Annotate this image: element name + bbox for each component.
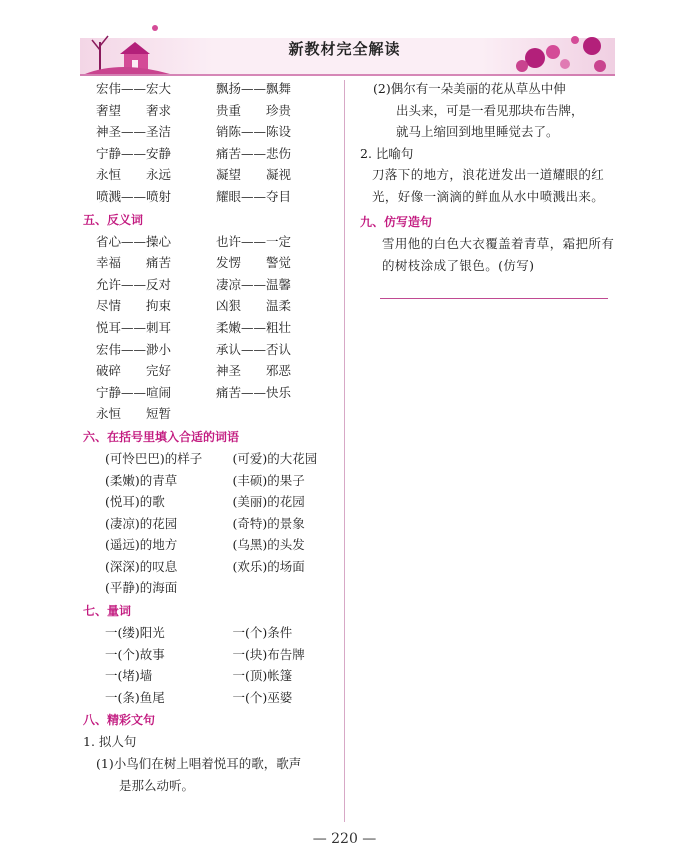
antonym-row [83,360,338,382]
section-imitate-heading: 九、仿写造句 [360,215,433,230]
antonym-row [83,317,338,339]
book-title: 新教材完全解读 [288,40,401,58]
word-pair: 永恒 短暂 [96,406,172,422]
antonym-row [83,382,338,404]
word-pair: 省心——操心 [96,233,172,249]
synonym-list [83,78,338,208]
measure-word-row [83,687,338,709]
measure-word-row [83,665,338,687]
word-pair: 喷溅——喷射 [96,188,172,204]
word-pair: 永恒 永远 [96,167,172,183]
antonym-row [83,403,338,425]
personification-sentence-2: (2)偶尔有一朵美丽的花从草丛中伸 [373,81,566,96]
word-pair: 奢望 奢求 [96,102,172,118]
word-pair: (深深)的叹息 [105,558,178,574]
word-pair: (凄凉)的花园 [105,515,178,531]
word-pair: 破碎 完好 [96,363,172,379]
word-pair: (遥远)的地方 [105,537,178,553]
section-measure-heading: 七、量词 [83,604,132,619]
personification-sentence-2-end: 就马上缩回到地里睡觉去了。 [396,124,559,140]
word-pair: 凄凉——温馨 [216,276,292,292]
word-pair: 宏伟——宏大 [96,81,172,96]
word-pair: 神圣 邪恶 [216,363,292,379]
antonym-list [83,231,338,425]
word-pair: 一(个)条件 [232,625,293,641]
measure-word-row [83,622,338,644]
word-pair: (丰硕)的果子 [232,472,305,488]
synonym-row [83,78,338,100]
antonym-row [83,231,338,253]
answer-line [380,298,608,299]
metaphor-sentence: 刀落下的地方，浪花迸发出一道耀眼的红光，好像一滴滴的鲜血从水中喷溅出来。 [372,167,605,204]
personification-sentence-1-cont: 是那么动听。 [119,777,195,793]
antonym-row [83,274,338,296]
word-pair: (可爱)的大花园 [232,450,318,466]
word-pair: 贵重 珍贵 [216,102,292,118]
fill-word-row [83,577,338,599]
word-pair: 一(堵)墙 [105,668,153,684]
word-pair: 痛苦——悲伤 [216,145,292,161]
fill-word-row [83,513,338,535]
word-pair: 幸福 痛苦 [96,255,172,271]
word-pair: (悦耳)的歌 [105,494,165,510]
word-pair: (柔嫩)的青草 [105,472,178,488]
word-pair: 销陈——陈设 [216,124,292,140]
personification-label: 1. 拟人句 [83,734,137,750]
word-pair: 发愣 警觉 [216,255,292,271]
word-pair: 一(顶)帐篷 [232,668,293,684]
word-pair: 痛苦——快乐 [216,384,292,400]
antonym-row [83,339,338,361]
word-pair: (奇特)的景象 [232,515,305,531]
measure-word-row [83,644,338,666]
synonym-row [83,186,338,208]
synonym-row [83,121,338,143]
word-pair: 一(块)布告牌 [232,646,305,662]
fill-word-row [83,534,338,556]
word-pair: 一(条)鱼尾 [105,689,165,705]
fill-word-row [83,556,338,578]
fill-word-row [83,470,338,492]
fill-word-row [83,448,338,470]
word-pair: 柔嫩——粗壮 [216,319,292,335]
column-divider [344,80,345,822]
measure-word-list [83,622,338,708]
word-pair [211,577,339,599]
word-pair: (平静)的海面 [105,580,178,596]
fill-word-row [83,491,338,513]
section-antonyms-heading: 五、反义词 [83,212,144,227]
left-column [83,78,338,796]
section-sentences-heading: 八、精彩文句 [83,713,156,728]
fill-word-list [83,448,338,599]
right-column [360,78,615,299]
page-number: — 220 — [312,831,377,847]
word-pair [203,403,323,425]
word-pair: 一(个)巫婆 [232,689,293,705]
word-pair: (美丽)的花园 [232,494,305,510]
word-pair: (乌黑)的头发 [232,537,305,553]
word-pair: 宁静——喧闹 [96,384,172,400]
personification-sentence-1: (1)小鸟们在树上唱着悦耳的歌，歌声 [96,756,302,772]
synonym-row [83,100,338,122]
antonym-row [83,252,338,274]
word-pair: (欢乐)的场面 [232,558,305,574]
word-pair: 允许——反对 [96,276,172,292]
word-pair: 凝望 凝视 [216,167,292,183]
word-pair: 悦耳——刺耳 [96,319,172,335]
word-pair: (可怜巴巴)的样子 [105,450,203,466]
antonym-row [83,295,338,317]
word-pair: 一(缕)阳光 [105,625,165,641]
word-pair: 宏伟——渺小 [96,341,172,357]
word-pair: 耀眼——夺目 [216,188,292,204]
word-pair: 尽情 拘束 [96,298,172,314]
word-pair: 一(个)故事 [105,646,165,662]
synonym-row [83,164,338,186]
word-pair: 承认——否认 [216,341,292,357]
synonym-row [83,143,338,165]
personification-sentence-2-cont: 出头来，可是一看见那块布告牌， [396,102,584,118]
word-pair: 也许——一定 [216,233,292,249]
word-pair: 神圣——圣洁 [96,124,172,140]
section-fill-heading: 六、在括号里填入合适的词语 [83,429,240,444]
word-pair: 宁静——安静 [96,145,172,161]
word-pair: 凶狠 温柔 [216,298,292,314]
word-pair: 飘扬——飘舞 [216,81,292,96]
imitation-sentence: 雪用他的白色大衣覆盖着青草，霜把所有的树枝涂成了银色。(仿写) [382,236,615,273]
metaphor-label: 2. 比喻句 [360,145,414,161]
